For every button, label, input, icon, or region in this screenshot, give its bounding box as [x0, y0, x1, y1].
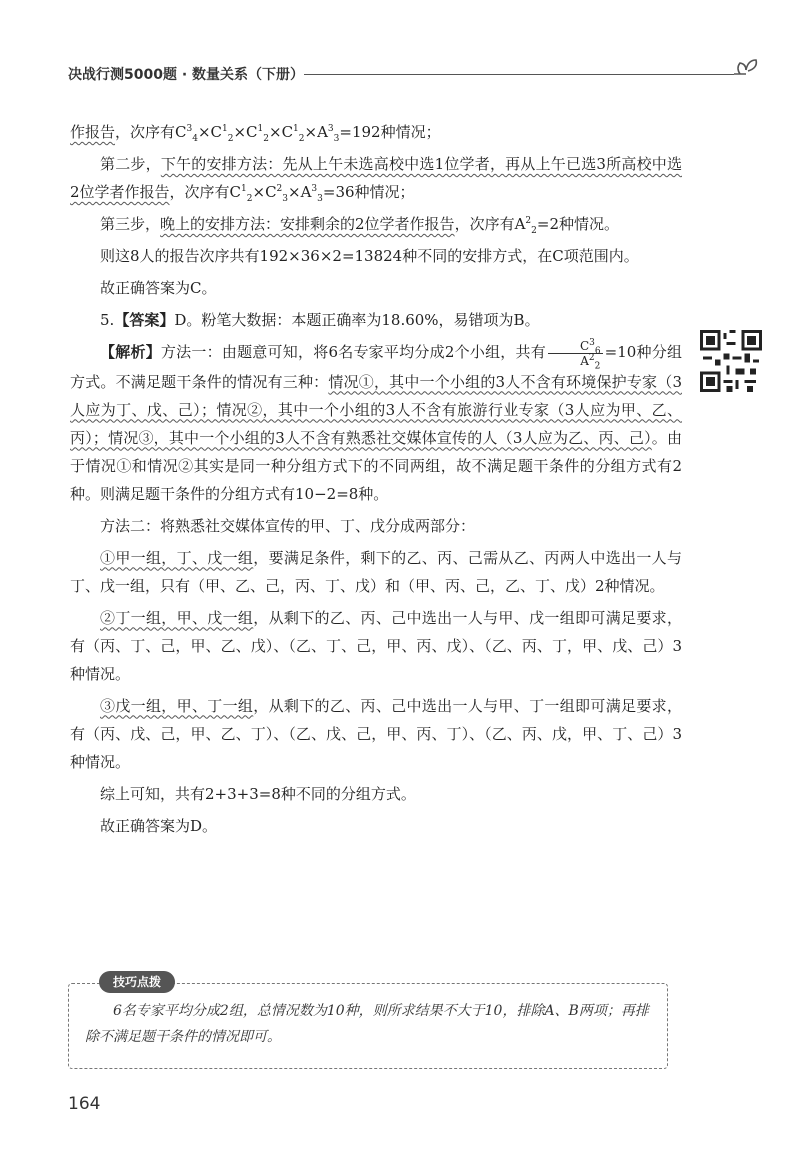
sprout-icon — [734, 54, 762, 82]
tip-box — [68, 975, 668, 1069]
tip-text: 6名专家平均分成2组，总情况数为10种，则所求结果不大于10，排除A、B两项；再排除不满足题干条件的情况即可。 — [85, 1003, 649, 1045]
main-content — [70, 118, 682, 844]
q5-answer: 5.【答案】D。粉笔大数据：本题正确率为18.60%，易错项为B。 — [100, 311, 540, 329]
page-header — [68, 60, 768, 86]
case-2: ②丁一组，甲、戊一组，从剩下的乙、丙、己中选出一人与甲、戊一组即可满足要求，有（丙、丁、己，甲、乙、戊）、（乙、丁、己，甲、丙、戊）、（乙、丙、丁，甲、戊、己）3种情况。 — [70, 608, 682, 683]
case-1: ①甲一组，丁、戊一组，要满足条件，剩下的乙、丙、己需从乙、丙两人中选出一人与丁、戊一组，只有（甲、乙、己，丙、丁、戊）和（甲、丙、己，乙、丁、戊）2种情况。 — [70, 548, 682, 595]
step2: 第二步，下午的安排方法：先从上午未选高校中选1位学者，再从上午已选3所高校中选2位学者作报告，次序有$C^1_2\times C^2_3\times A^3_3=36$种情况； — [70, 155, 682, 204]
step1-tail: 作报告，次序有$C^3_4\times C^1_2\times C^1_2\times C^1_2\times A^3_3=192$种情况； — [70, 123, 441, 144]
step3: 第三步，晚上的安排方法：安排剩余的2位学者作报告，次序有$A^2_2=2$种情况。 — [100, 215, 619, 236]
book-title: 决战行测5000题 · 数量关系（下册） — [68, 67, 305, 83]
total-count: 则这8人的报告次序共有192×36×2=13824种不同的安排方式，在C项范围内。 — [100, 247, 639, 265]
answer-d: 故正确答案为D。 — [100, 816, 218, 835]
q5-analysis: 【解析】方法一：由题意可知，将6名专家平均分成2个小组，共有 $\frac{C^3_6}{A^2_2}$ =10种分组方式。不满足题干条件的情况有三种：情况①，其中一个小组的3人不含有环境保护专家（3人应为丁、戊、己）；情况②，其中一个小组的3人不含有旅游行业专家（3人应为甲、乙、丙）；情况③，其中一个小组的3人不含有熟悉社交媒体宣传的人（3人应为乙、丙、己）。由于情况①和情况②其实是同一种分组方式下的不同两组，故不满足题干条件的分组方式有2种。则满足题干条件的分组方式有10−2=8种。 — [70, 337, 682, 503]
fraction: $\frac{C^3_6}{A^2_2}$ — [548, 339, 603, 368]
method2: 方法二：将熟悉社交媒体宣传的甲、丁、戊分成两部分： — [100, 516, 476, 535]
summary: 综上可知，共有2+3+3=8种不同的分组方式。 — [100, 784, 416, 803]
page-number: 164 — [68, 1094, 101, 1114]
answer-c: 故正确答案为C。 — [100, 279, 217, 297]
header-rule — [304, 74, 734, 75]
tip-title: 技巧点拨 — [99, 971, 175, 993]
qr-code-icon[interactable] — [700, 330, 762, 392]
case-3: ③戊一组，甲、丁一组，从剩下的乙、丙、己中选出一人与甲、丁一组即可满足要求，有（丙、戊、己，甲、乙、丁）、（乙、戊、己，甲、丙、丁）、（乙、丙、戊，甲、丁、己）3种情况。 — [70, 696, 682, 771]
